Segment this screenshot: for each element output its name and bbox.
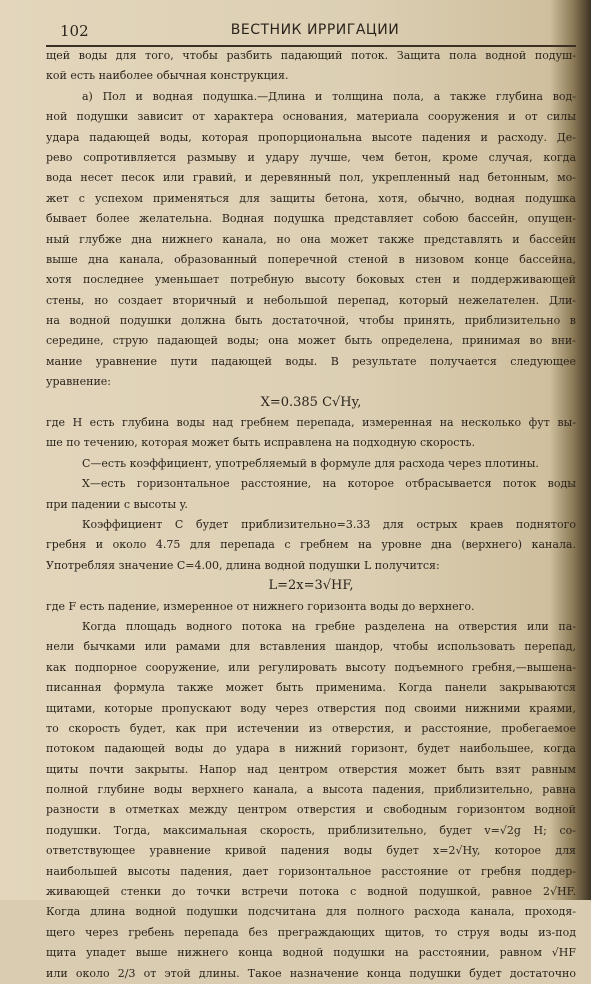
text-line: кой есть наиболее обычная конструкция.: [46, 69, 289, 83]
text-line: на водной подушки должна быть достаточной, чтобы принять, приблизительно в: [46, 314, 576, 328]
text-line: Коэффициент C будет приблизительно=3.33 для острых краев поднятого: [82, 517, 576, 531]
text-line: писанная формула также может быть применима. Когда панели закрываются: [46, 681, 576, 695]
text-line: выше дна канала, образованный поперечной стеной в низовом конце бассейна,: [46, 252, 576, 266]
text-line: где H есть глубина воды над гребнем перепада, измеренная на несколько фут вы-: [46, 416, 576, 430]
text-line: Когда площадь водного потока на гребне разделена на отверстия или па-: [82, 619, 576, 633]
text-line: ный глубже дна нижнего канала, но она может также представлять и бассейн: [46, 232, 576, 246]
text-line: бывает более желательна. Водная подушка представляет собою бассейн, опущен-: [46, 212, 576, 226]
text-line: как подпорное сооружение, или регулировать высоту подъемного гребня,—вышена-: [46, 660, 576, 674]
text-line: мание уравнение пути падающей воды. В результате получается следующее: [46, 354, 576, 368]
text-line: где F есть падение, измеренное от нижнего горизонта воды до верхнего.: [46, 599, 475, 613]
body-text: [46, 46, 576, 984]
text-line: ше по течению, которая может быть исправлена на подходную скорость.: [46, 436, 476, 450]
text-line: или около 2/3 от этой длины. Такое назначение конца подушки будет достаточно: [46, 966, 576, 980]
text-line: то скорость будет, как при истечении из отверстия, и расстояние, пробегаемое: [46, 721, 576, 735]
text-line: полной глубине воды верхнего канала, а высота падения, приблизительно, равна: [46, 783, 576, 797]
text-line: щего через гребень перепада без преграждающих щитов, то струя воды из-под: [46, 925, 576, 939]
text-line: гребня и около 4.75 для перепада с гребнем на уровне дна (верхнего) канала.: [46, 538, 576, 552]
text-line: щитами, которые пропускают воду через отверстия под своими нижними краями,: [46, 701, 576, 715]
text-line: хотя последнее уменьшает потребную высоту боковых стен и поддерживающей: [46, 273, 576, 287]
section-heading-line: а) Пол и водная подушка.—Длина и толщина пола, а также глубина вод-: [82, 89, 576, 103]
text-line: подушки. Тогда, максимальная скорость, приблизительно, будет v=√2g H; со-: [46, 823, 576, 837]
formula-l: L=2x=3√HF,: [268, 578, 354, 594]
text-line: разности в отметках между центром отверстия и свободным горизонтом водной: [46, 803, 576, 817]
text-line: наибольшей высоты падения, дает горизонтальное расстояние от гребня поддер-: [46, 864, 576, 878]
text-line: ной подушки зависит от характера основания, материала сооружения и от силы: [46, 110, 576, 124]
text-line: удара падающей воды, которая пропорциональна высоте падения и расходу. Де-: [46, 130, 576, 144]
text-line: вода несет песок или гравий, и деревянный пол, укрепленный над бетонным, мо-: [46, 171, 576, 185]
text-line: живающей стенки до точки встречи потока с водной подушкой, равное 2√HF.: [46, 885, 576, 899]
page-header: [60, 22, 570, 44]
text-line: Когда длина водной подушки подсчитана для полного расхода канала, проходя-: [46, 905, 576, 919]
text-line: нели бычками или рамами для вставления шандор, чтобы использовать перепад,: [46, 640, 576, 654]
text-line: уравнение:: [46, 375, 111, 389]
journal-title: ВЕСТНИК ИРРИГАЦИИ: [230, 22, 400, 38]
text-line: щиты почти закрыты. Напор над центром отверстия может быть взят равным: [46, 762, 576, 776]
text-line: рево сопротивляется размыву и удару лучше, чем бетон, кроме случая, когда: [46, 150, 576, 164]
page-number: 102: [60, 22, 89, 40]
text-line: жет с успехом применяться для защиты бетона, хотя, обычно, водная подушка: [46, 191, 576, 205]
text-line: середине, струю падающей воды; она может быть определена, принимая во вни-: [46, 334, 576, 348]
text-line: Употребляя значение C=4.00, длина водной подушки L получится:: [46, 558, 440, 572]
text-line: при падении с высоты y.: [46, 497, 188, 511]
text-line: потоком падающей воды до удара в нижний горизонт, будет наибольшее, когда: [46, 742, 576, 756]
text-line: щей воды для того, чтобы разбить падающий поток. Защита пола водной подуш-: [46, 49, 576, 62]
text-line: X—есть горизонтальное расстояние, на которое отбрасывается поток воды: [82, 477, 576, 491]
text-line: C—есть коэффициент, употребляемый в формуле для расхода через плотины.: [82, 456, 539, 470]
text-line: стены, но создает вторичный и небольшой перепад, который нежелателен. Дли-: [46, 293, 576, 307]
text-line: ответствующее уравнение кривой падения воды будет x=2√Hy, которое для: [46, 844, 576, 858]
text-line: щита упадет выше нижнего конца водной подушки на расстоянии, равном √HF: [46, 946, 576, 960]
formula-x: X=0.385 C√Hy,: [260, 394, 362, 410]
